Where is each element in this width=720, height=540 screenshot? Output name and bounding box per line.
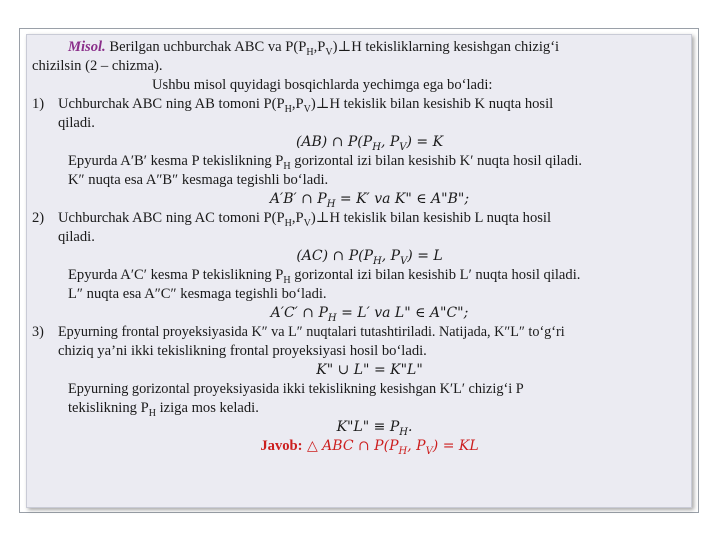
steps-intro: Ushbu misol quyidagi bosqichlarda yechimga ega bo‘ladi: [152,77,493,93]
step-3-line-1: 3) Epyurning frontal proyeksiyasida K″ va L″ nuqtalari tutashtiriladi. Natijada, K″L″ to‘g‘ri [32,324,565,340]
step-2-line-2: qiladi. [58,229,95,245]
step-2-formula-1: (AC) ∩ $P(P_H$, $P_V) = L$ [296,248,443,267]
step-1-line-2: qiladi. [58,115,95,131]
step-2-line-4: L″ nuqta esa A″C″ kesmaga tegishli bo‘ladi. [68,286,327,302]
step-3-formula-1: K" ∪ L" = K"L" [316,362,423,378]
problem-line-1: Misol. Berilgan uchburchak ABC va $P(P_H,P_V)\perp H$ tekisliklarning kesishgan chizig‘i [68,39,560,58]
step-1-line-1: 1) Uchburchak ABC ning AB tomoni $P(P_H,P_V)\perp H$ tekislik bilan kesishib K nuqta hosil [32,96,554,115]
step-3-line-4: tekislikning $P_H$ iziga mos keladi. [68,400,259,419]
answer-label: Javob: [260,438,303,454]
step-3-line-2: chiziq ya’ni ikki tekislikning frontal proyeksiyasi hosil bo‘ladi. [58,343,427,359]
step-1-line-3: Epyurda A′B′ kesma P tekislikning $P_H$ gorizontal izi bilan kesishib K′ nuqta hosil qiladi. [68,153,583,172]
step-3-formula-2: K"L" ≡ $P_H$. [336,419,413,438]
step-2-formula-2: A′C′ ∩ $P_H = L'$ va L" ∈ A"C"; [270,305,469,324]
problem-line-2: chizilsin (2 – chizma). [32,58,163,74]
answer-formula: △ ABC ∩ $P(P_H$, $P_V$) = KL [302,438,479,457]
misol-label: Misol. [68,39,106,55]
step-1-line-4: K″ nuqta esa A″B″ kesmaga tegishli bo‘ladi. [68,172,329,188]
solution-text [32,38,687,456]
step-1-formula-1: (AB) ∩ $P(P_H$, $P_V) = K$ [295,134,444,153]
step-1-formula-2: A′B′ ∩ $P_H = K'$ va K" ∈ A"B"; [269,191,470,210]
step-2-line-3: Epyurda A′C′ kesma P tekislikning $P_H$ gorizontal izi bilan kesishib L′ nuqta hosil qiladi. [68,267,581,286]
answer-line [32,437,687,456]
step-2-line-1: 2) Uchburchak ABC ning AC tomoni $P(P_H,P_V)\perp H$ tekislik bilan kesishib L nuqta hosil [32,210,552,229]
step-3-line-3: Epyurning gorizontal proyeksiyasida ikki tekislikning kesishgan K′L′ chizig‘i P [68,381,524,397]
